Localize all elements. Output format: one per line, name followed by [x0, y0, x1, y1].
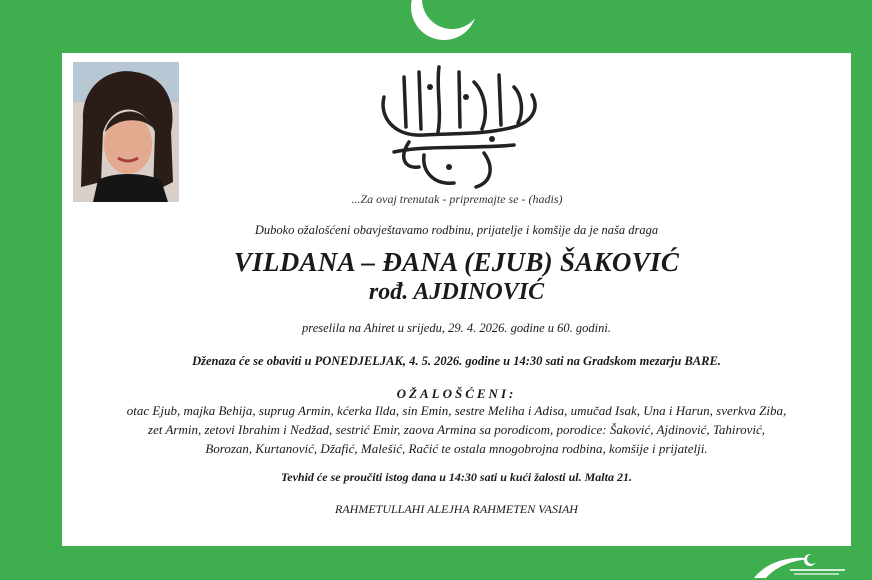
- funeral-info: Dženaza će se obaviti u PONEDJELJAK, 4. 5. 2026. godine u 14:30 sati na Gradskom mezarju BARE.: [192, 354, 721, 368]
- deceased-photo: [73, 62, 179, 202]
- mourners-heading: OŽALOŠĆENI:: [396, 386, 517, 401]
- mourners-line: otac Ejub, majka Behija, suprug Armin, kćerka Ilda, sin Emin, sestre Meliha i Adisa, umučad Isak, Una i Harun, sverkva Ziba,: [126, 403, 787, 418]
- closing-prayer: RAHMETULLAHI ALEJHA RAHMETEN VASIAH: [335, 502, 578, 516]
- intro-text: Duboko ožalošćeni obavještavamo rodbinu, prijatelje i komšije da je naša draga: [254, 223, 659, 237]
- hadith-quote: ...Za ovaj trenutak - pripremajte se - (hadis): [351, 192, 563, 206]
- arabic-calligraphy-icon: [364, 57, 550, 195]
- mourners-line: Borozan, Kurtanović, Džafić, Malešić, Račić te ostala mnogobrojna rodbina, komšije i prijatelji.: [205, 441, 708, 456]
- obituary-card: [62, 53, 851, 546]
- crescent-logo-icon: [752, 549, 847, 580]
- death-date-text: preselila na Ahiret u srijedu, 29. 4. 2026. godine u 60. godini.: [302, 321, 611, 335]
- mourners-line: zet Armin, zetovi Ibrahim i Nedžad, sestrić Emir, zaova Armina sa porodicom, porodice: Šaković, Ajdinović, Tahirović,: [148, 422, 765, 437]
- tevhid-info: Tevhid će se proučiti istog dana u 14:30 sati u kući žalosti ul. Malta 21.: [281, 470, 632, 484]
- maiden-name: rođ. AJDINOVIĆ: [368, 279, 545, 305]
- crescent-star-icon: [404, 0, 484, 44]
- deceased-name: VILDANA – ĐANA (EJUB) ŠAKOVIĆ: [233, 247, 680, 277]
